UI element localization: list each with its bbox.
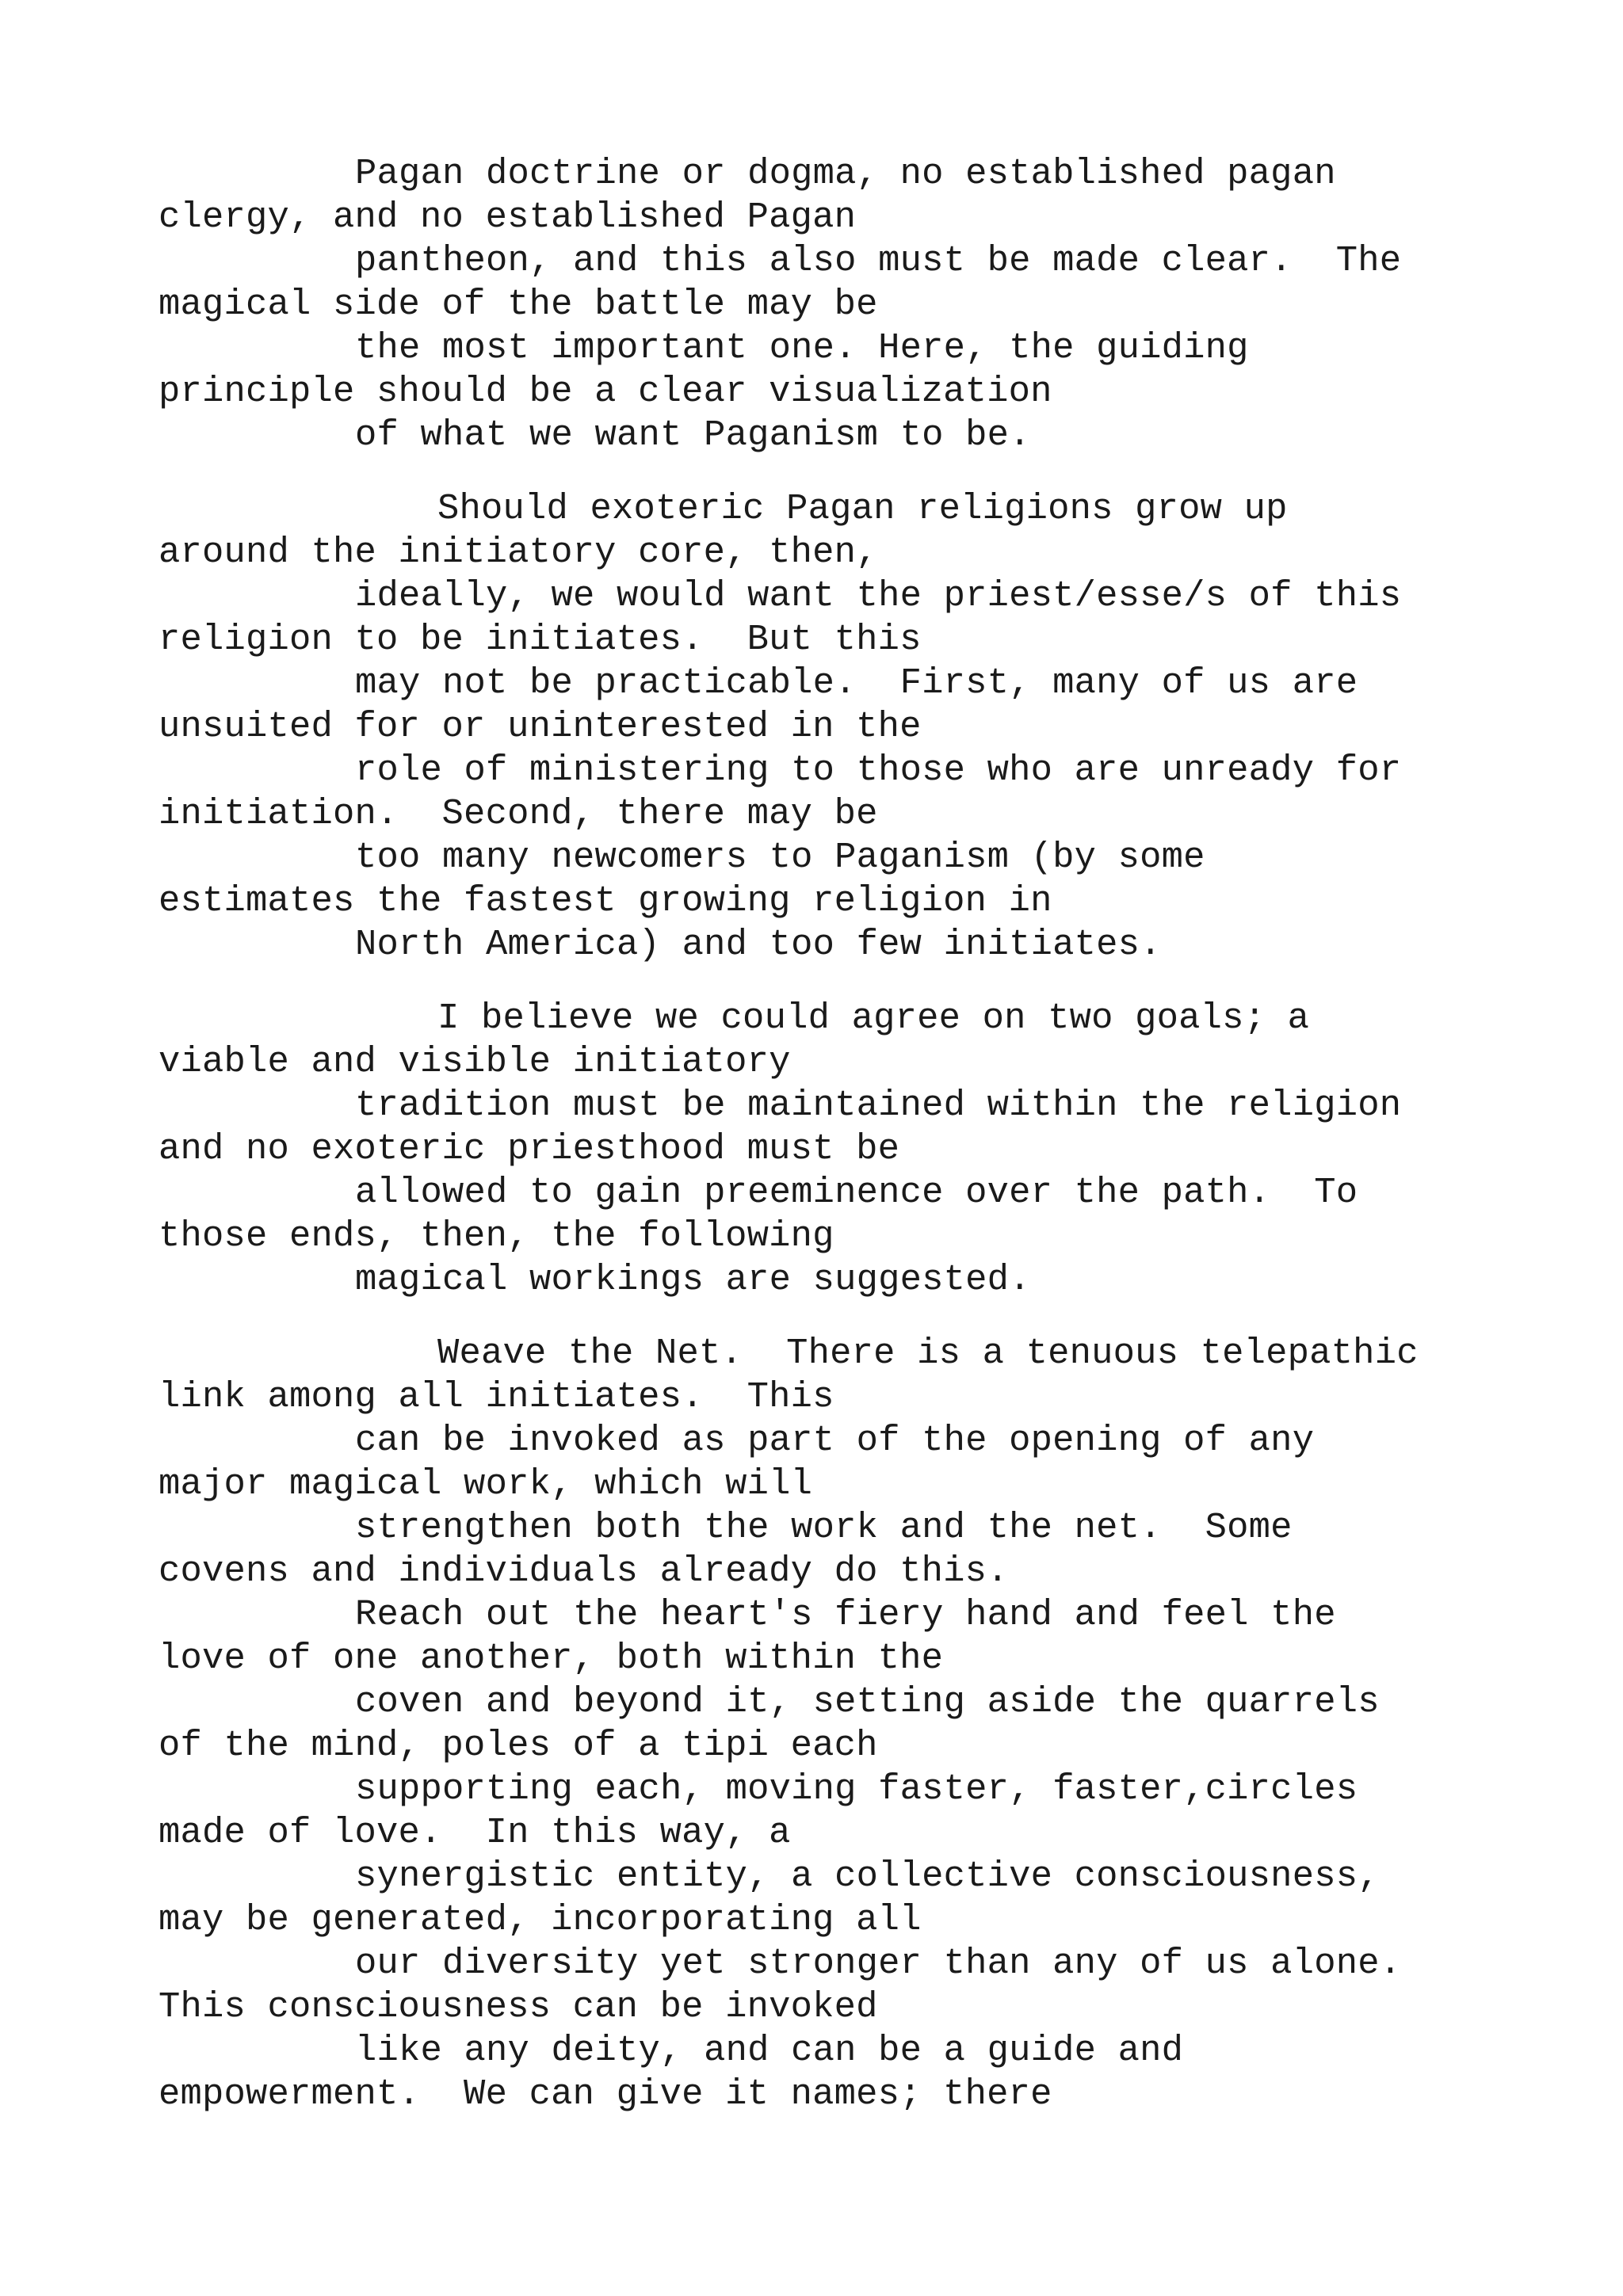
text-line: This consciousness can be invoked xyxy=(158,1986,878,2027)
text-line: covens and individuals already do this. xyxy=(158,1550,1009,1592)
text-line: estimates the fastest growing religion in xyxy=(158,880,1052,921)
text-line: magical workings are suggested. xyxy=(355,1259,1031,1300)
text-line: Pagan doctrine or dogma, no established pagan xyxy=(355,153,1336,194)
paragraph-2 xyxy=(158,487,1553,967)
text-line: Should exoteric Pagan religions grow up xyxy=(437,488,1288,529)
paragraph-4 xyxy=(158,1332,1553,2116)
text-line: the most important one. Here, the guiding xyxy=(355,327,1249,368)
text-line: empowerment. We can give it names; there xyxy=(158,2073,1052,2115)
text-line: strengthen both the work and the net. Some xyxy=(355,1507,1293,1548)
text-line: made of love. In this way, a xyxy=(158,1812,791,1853)
document-body xyxy=(158,152,1553,2146)
text-line: ideally, we would want the priest/esse/s of this xyxy=(355,575,1402,616)
paragraph-1 xyxy=(158,152,1553,457)
text-line: tradition must be maintained within the religion xyxy=(355,1085,1402,1126)
text-line: principle should be a clear visualization xyxy=(158,371,1052,412)
text-line: of what we want Paganism to be. xyxy=(355,414,1031,456)
text-line: unsuited for or uninterested in the xyxy=(158,706,922,747)
text-line: role of ministering to those who are unready for xyxy=(355,749,1402,791)
text-line: viable and visible initiatory xyxy=(158,1041,791,1082)
text-line: love of one another, both within the xyxy=(158,1638,944,1679)
text-line: those ends, then, the following xyxy=(158,1215,834,1257)
text-line: our diversity yet stronger than any of us alone. xyxy=(355,1943,1402,1984)
paragraph-3 xyxy=(158,997,1553,1302)
text-line: initiation. Second, there may be xyxy=(158,793,878,834)
text-line: link among all initiates. This xyxy=(158,1376,834,1417)
text-line: synergistic entity, a collective consciousness, xyxy=(355,1855,1380,1897)
text-line: Reach out the heart's fiery hand and feel the xyxy=(355,1594,1336,1635)
text-line: of the mind, poles of a tipi each xyxy=(158,1725,878,1766)
text-line: I believe we could agree on two goals; a xyxy=(437,997,1310,1039)
text-line: major magical work, which will xyxy=(158,1463,813,1505)
text-line: can be invoked as part of the opening of any xyxy=(355,1420,1315,1461)
text-line: clergy, and no established Pagan xyxy=(158,196,857,238)
text-line: allowed to gain preeminence over the path. To xyxy=(355,1172,1358,1213)
text-line: may be generated, incorporating all xyxy=(158,1899,922,1940)
text-line: may not be practicable. First, many of us are xyxy=(355,662,1358,704)
text-line: supporting each, moving faster, faster,circles xyxy=(355,1768,1358,1810)
text-line: Weave the Net. There is a tenuous telepathic xyxy=(437,1333,1419,1374)
text-line: pantheon, and this also must be made clear. The xyxy=(355,240,1402,281)
text-line: like any deity, and can be a guide and xyxy=(355,2030,1184,2071)
text-line: around the initiatory core, then, xyxy=(158,532,878,573)
text-line: magical side of the battle may be xyxy=(158,284,878,325)
text-line: too many newcomers to Paganism (by some xyxy=(355,837,1205,878)
text-line: religion to be initiates. But this xyxy=(158,619,922,660)
text-line: North America) and too few initiates. xyxy=(355,924,1162,965)
text-line: coven and beyond it, setting aside the quarrels xyxy=(355,1681,1380,1722)
text-line: and no exoteric priesthood must be xyxy=(158,1128,900,1169)
